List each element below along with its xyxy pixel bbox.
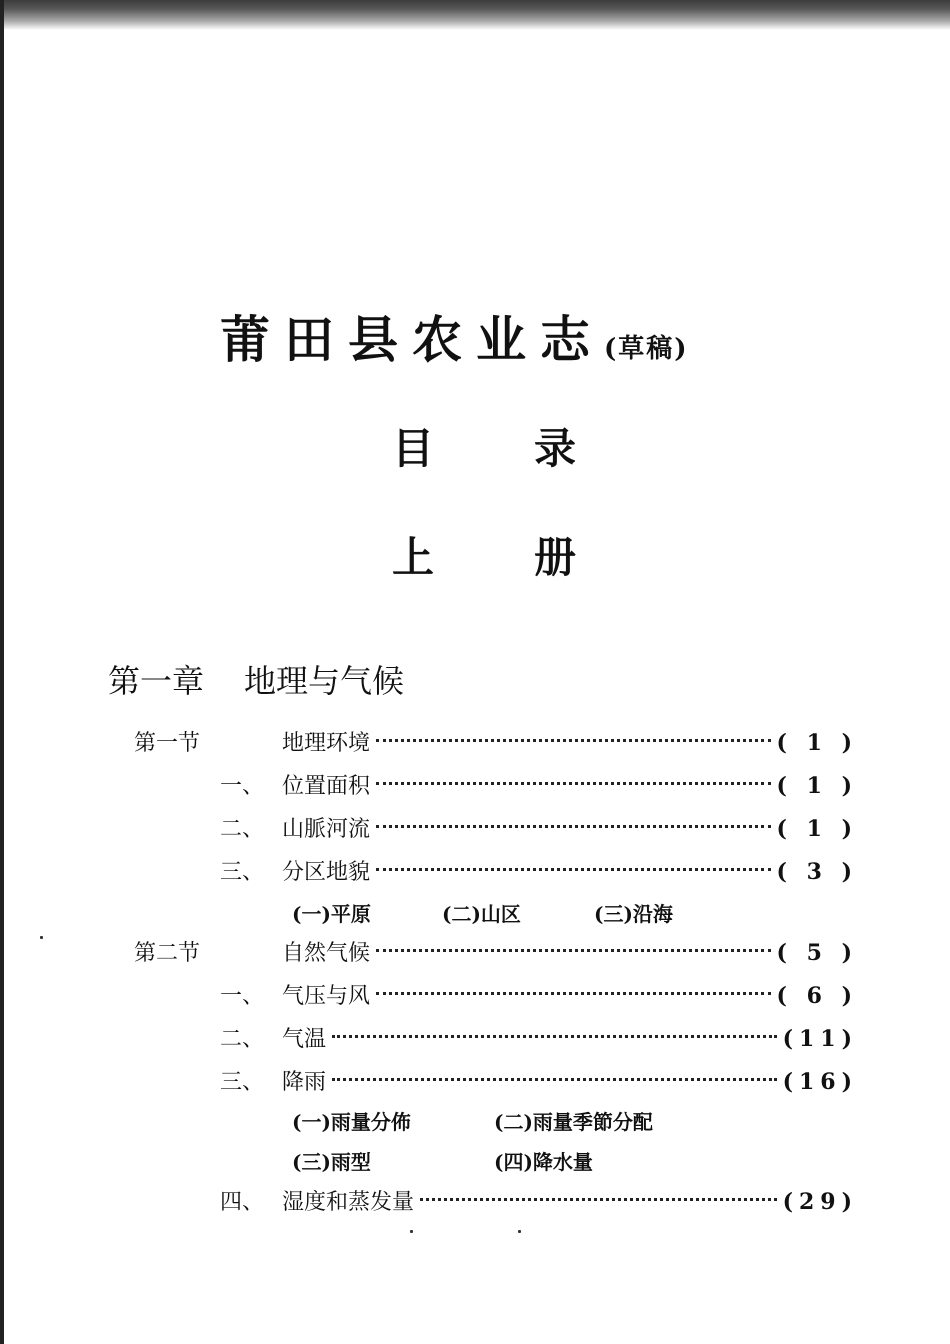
item-number: 四、 [220, 1190, 265, 1215]
leader-dots [420, 1198, 777, 1201]
leader-dots [376, 949, 771, 952]
toc-entry-title: 位置面积 [282, 774, 371, 799]
subtopic: (二)山区 [442, 902, 521, 926]
subtopic: (一)平原 [292, 902, 371, 926]
volume-heading-char-1: 上 [392, 533, 435, 582]
chapter-title: 地理与气候 [244, 662, 405, 700]
toc-entry-title: 气压与风 [282, 984, 371, 1009]
leader-dots [376, 739, 771, 742]
subtopic: (三)雨型 [292, 1150, 371, 1174]
toc-entry-page: ( 5 ) [776, 940, 858, 966]
scan-speck [40, 936, 43, 939]
toc-entry-page: ( 1 ) [776, 730, 858, 756]
contents-heading-char-2: 录 [534, 424, 577, 473]
subtopic: (三)沿海 [594, 902, 673, 926]
item-number: 三、 [220, 860, 265, 885]
toc-entry-page: (29) [782, 1189, 858, 1215]
toc-entry-title: 地理环境 [282, 731, 371, 756]
leader-dots [376, 992, 771, 995]
leader-dots [332, 1078, 777, 1081]
toc-entry [282, 979, 858, 1010]
toc-entry-page: ( 3 ) [776, 859, 858, 885]
toc-entry-page: ( 6 ) [776, 983, 858, 1009]
item-number: 一、 [220, 984, 265, 1009]
toc-entry-title: 自然气候 [282, 941, 371, 966]
section-label: 第二节 [134, 941, 201, 966]
toc-entry-page: (11) [782, 1026, 858, 1052]
book-title [220, 300, 689, 372]
item-number: 一、 [220, 774, 265, 799]
subtopic: (一)雨量分佈 [292, 1110, 411, 1134]
volume-heading-char-2: 册 [534, 533, 577, 582]
section-label: 第一节 [134, 731, 201, 756]
toc-entry-title: 降雨 [282, 1070, 327, 1095]
leader-dots [376, 868, 771, 871]
subtopic: (四)降水量 [494, 1150, 593, 1174]
toc-entry [282, 1185, 858, 1216]
toc-entry-page: (16) [782, 1069, 858, 1095]
toc-entry-title: 湿度和蒸发量 [282, 1190, 415, 1215]
book-title-subtitle: (草稿) [604, 334, 689, 364]
item-number: 三、 [220, 1070, 265, 1095]
book-title-text: 莆田县农业志 [220, 310, 604, 369]
toc-entry-page: ( 1 ) [776, 773, 858, 799]
toc-entry [282, 769, 858, 800]
chapter-label: 第一章 [108, 662, 205, 700]
item-number: 二、 [220, 817, 265, 842]
toc-entry [282, 1022, 858, 1053]
leader-dots [376, 825, 771, 828]
scan-left-edge [0, 0, 4, 1344]
toc-entry [282, 855, 858, 886]
leader-dots [332, 1035, 777, 1038]
toc-entry-title: 山脈河流 [282, 817, 371, 842]
contents-heading-char-1: 目 [392, 424, 435, 473]
toc-entry-title: 气温 [282, 1027, 327, 1052]
toc-entry [282, 726, 858, 757]
subtopic: (二)雨量季節分配 [494, 1110, 653, 1134]
leader-dots [376, 782, 771, 785]
toc-entry-page: ( 1 ) [776, 816, 858, 842]
item-number: 二、 [220, 1027, 265, 1052]
chapter-heading [108, 656, 404, 702]
toc-entry-title: 分区地貌 [282, 860, 371, 885]
toc-entry [282, 1065, 858, 1096]
toc-entry [282, 812, 858, 843]
scan-speck [518, 1230, 521, 1233]
toc-entry [282, 936, 858, 967]
scan-top-edge [0, 0, 950, 30]
scan-speck [410, 1230, 413, 1233]
